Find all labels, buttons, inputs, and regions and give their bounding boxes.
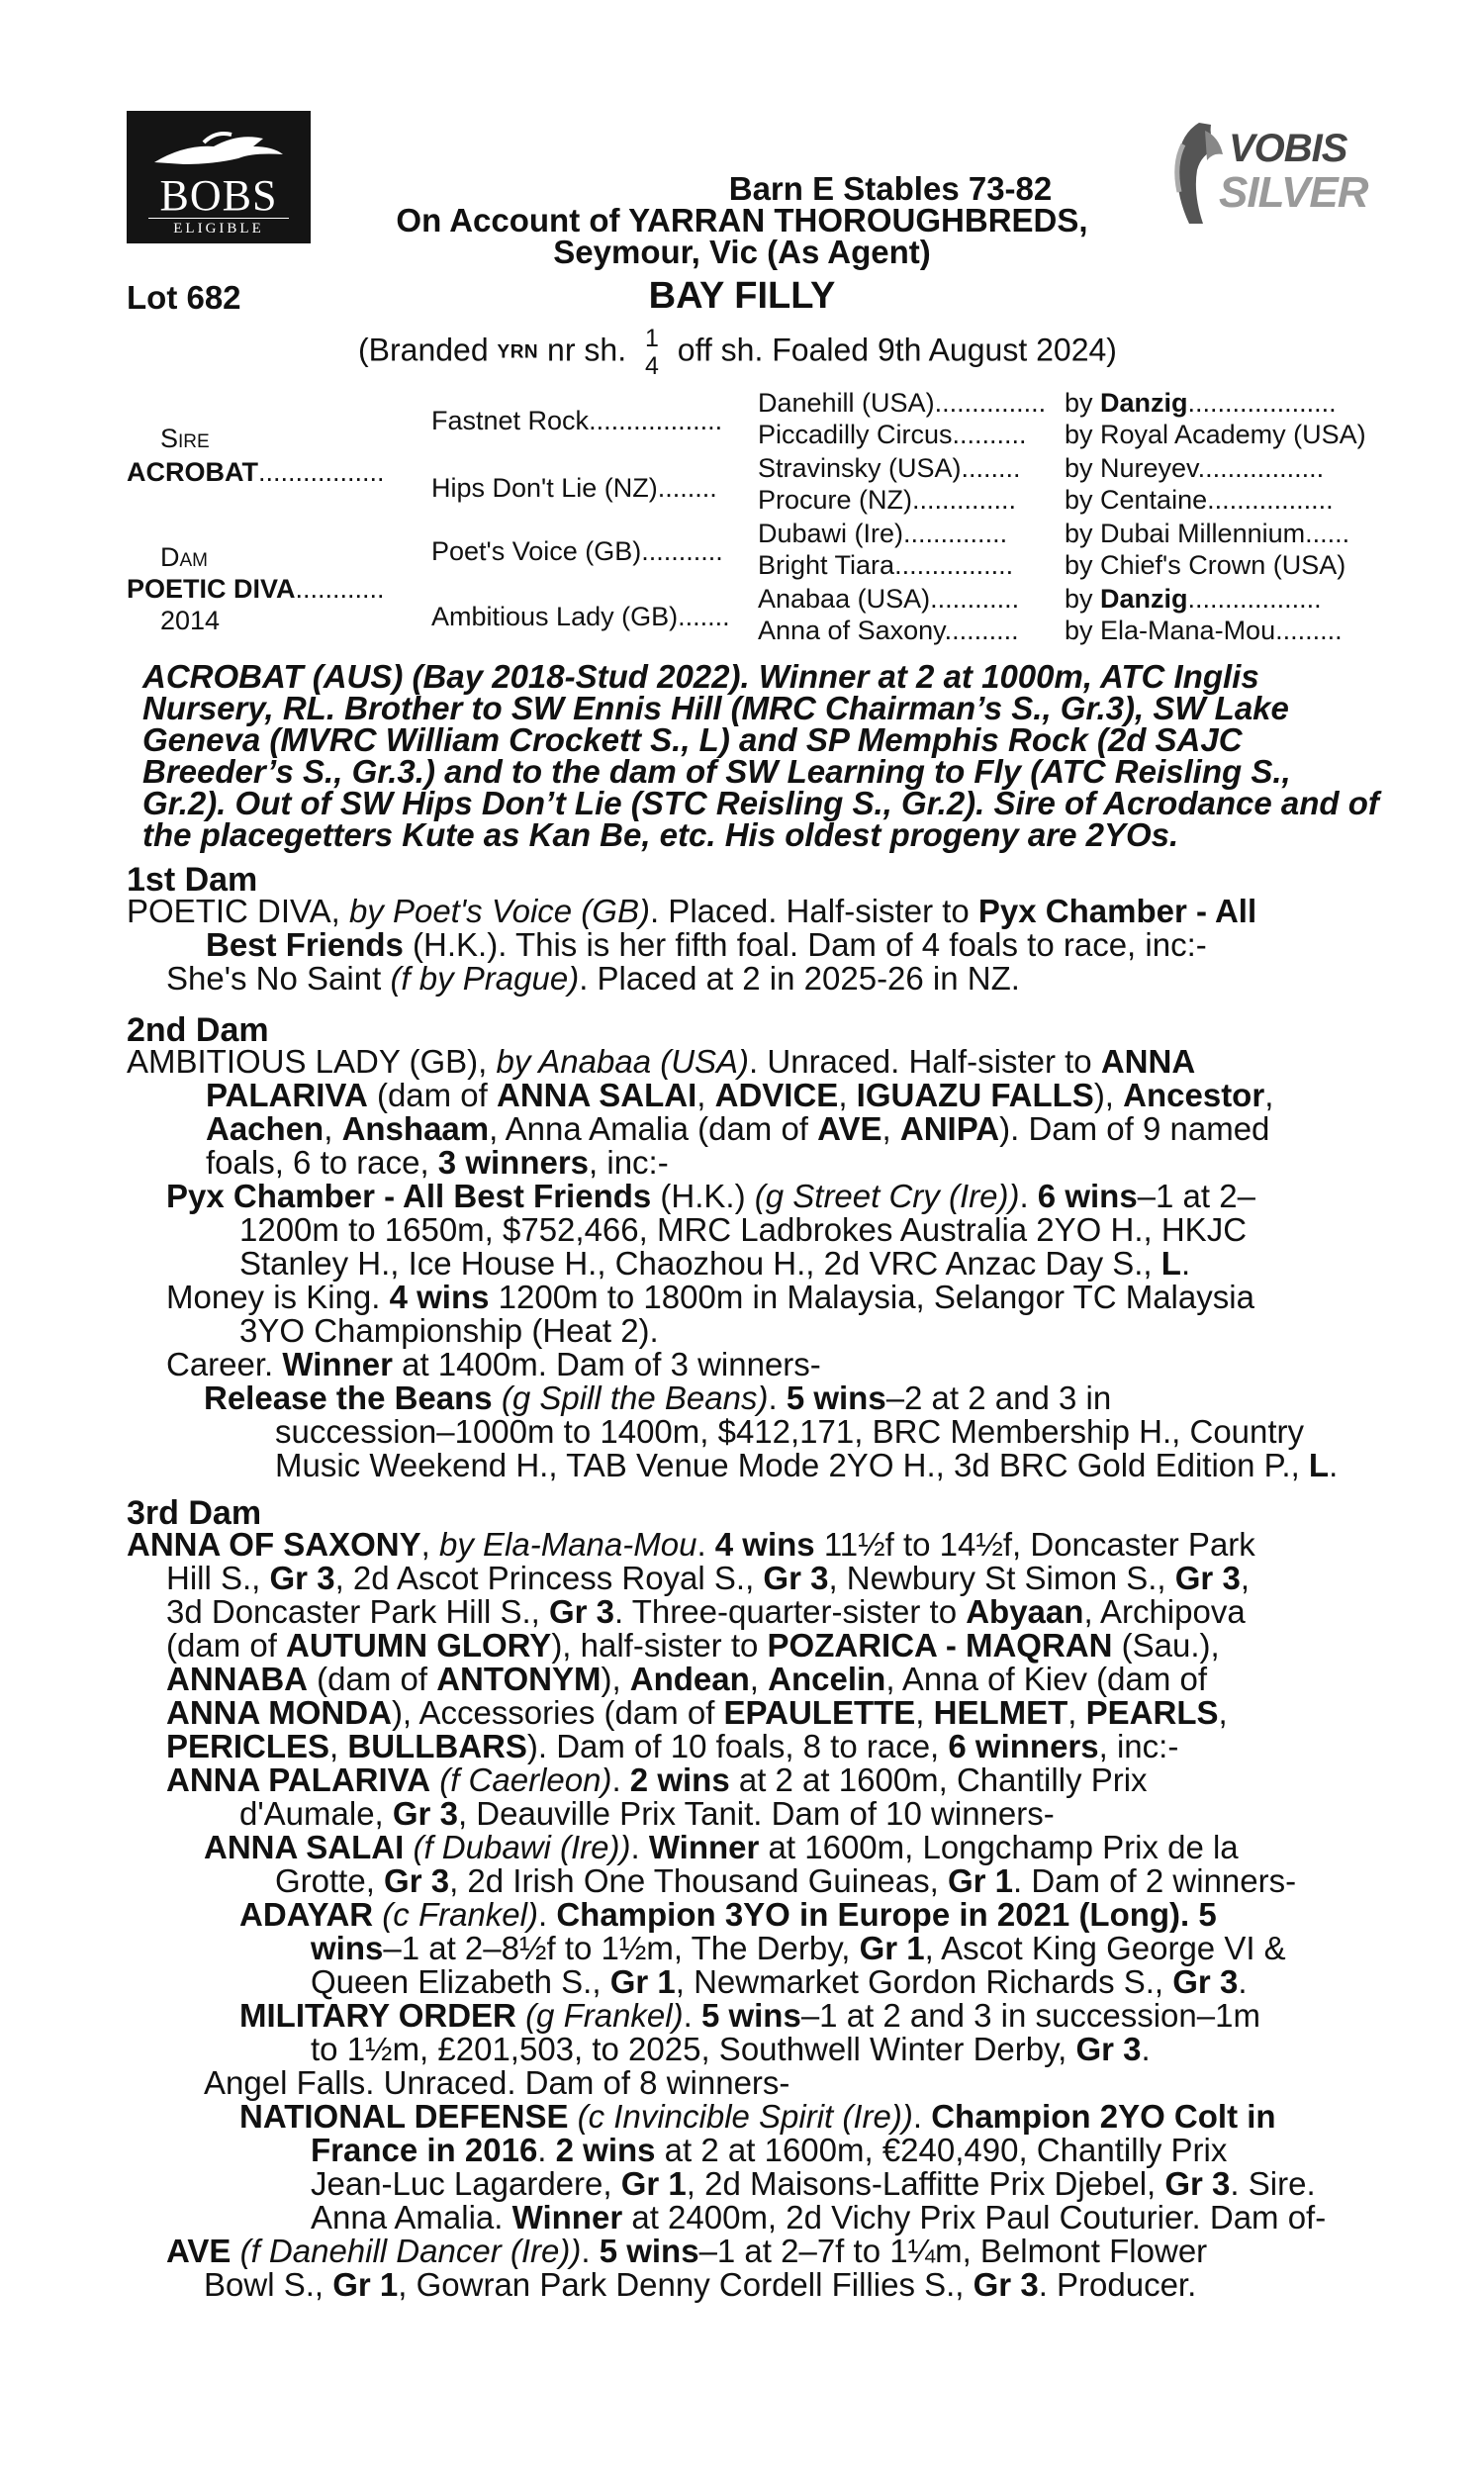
text-run: ). Dam of 9 named <box>999 1110 1270 1147</box>
text-run: –1 at 2–7f to 1¼m, Belmont Flower <box>698 2233 1208 2269</box>
bold-text: ANNA PALARIVA <box>166 1761 431 1798</box>
bold-text: ANNA <box>1100 1043 1196 1080</box>
italic-text: (f Danehill Dancer (Ire)) <box>239 2233 582 2269</box>
text-run: (Sau.), <box>1112 1627 1220 1664</box>
text-run: , <box>696 1077 715 1113</box>
text-run: , inc:- <box>589 1144 669 1181</box>
text-run: . <box>912 2098 932 2135</box>
bobs-eligible-logo <box>127 111 311 243</box>
text-run: at 1600m, Longchamp Prix de la <box>759 1829 1239 1865</box>
text-line <box>127 1831 1363 1864</box>
text-run: . Placed at 2 in 2025-26 in NZ. <box>579 960 1020 997</box>
bold-text: Ancestor <box>1123 1077 1265 1113</box>
dam-foaled-year: 2014 <box>160 606 221 635</box>
fraction-denominator: 4 <box>644 352 659 380</box>
bold-text: AUTUMN GLORY <box>286 1627 552 1664</box>
text-run: , Anna Amalia (dam of <box>489 1110 818 1147</box>
text-run: ). Dam of 10 foals, 8 to race, <box>526 1728 949 1764</box>
text-line <box>127 1696 1363 1730</box>
text-line <box>127 2066 1363 2100</box>
bold-text: POZARICA - MAQRAN <box>767 1627 1113 1664</box>
text-run: POETIC DIVA, <box>127 893 349 929</box>
text-run: , <box>324 1110 342 1147</box>
text-line <box>127 1381 1363 1415</box>
branding-prefix: (Branded <box>358 332 498 368</box>
text-run: 1200m to 1800m in Malaysia, Selangor TC Malaysia <box>489 1279 1254 1315</box>
bold-text: 2 wins <box>555 2132 656 2168</box>
g4-3: by Nureyev................. <box>1065 453 1325 483</box>
text-line <box>127 1247 1363 1281</box>
bold-text: ANNA MONDA <box>166 1694 392 1731</box>
bold-text: AVE <box>166 2233 232 2269</box>
text-run: , <box>329 1728 348 1764</box>
text-run: , <box>1264 1077 1274 1113</box>
italic-text: (g Frankel) <box>525 1997 684 2034</box>
text-run: AMBITIOUS LADY (GB), <box>127 1043 497 1080</box>
text-run: foals, 6 to race, <box>206 1144 438 1181</box>
text-run: , <box>1240 1560 1250 1596</box>
italic-text: by Anabaa (USA) <box>496 1043 750 1080</box>
bold-text: Release the Beans <box>204 1380 493 1416</box>
italic-text: (g Spill the Beans) <box>501 1380 769 1416</box>
g3-4: Procure (NZ).............. <box>758 485 1017 515</box>
sire-sire: Fastnet Rock.................. <box>431 406 723 435</box>
text-run: –2 at 2 and 3 in <box>885 1380 1112 1416</box>
text-line <box>127 2235 1363 2268</box>
text-line <box>127 1528 1363 1562</box>
second-dam-text <box>127 1045 1363 1482</box>
text-run: Queen Elizabeth S., <box>311 1963 610 2000</box>
bold-text: Gr 3 <box>392 1795 458 1832</box>
text-run: , <box>420 1526 439 1563</box>
third-dam-text <box>127 1528 1363 2302</box>
g3-6: Bright Tiara................ <box>758 550 1014 580</box>
bold-text: ANIPA <box>899 1110 1000 1147</box>
vendor-location: Seymour, Vic (As Agent) <box>553 234 931 270</box>
bold-text: Pyx Chamber - All <box>977 893 1257 929</box>
g3-7: Anabaa (USA)............ <box>758 584 1020 614</box>
dam-label: Dam <box>160 542 208 572</box>
dam-name: POETIC DIVA............ <box>127 574 385 604</box>
text-run: , Ascot King George VI & <box>924 1930 1286 1966</box>
description-line: the placegetters Kute as Kan Be, etc. His oldest progeny are 2YOs. <box>142 816 1179 853</box>
dam-dam: Ambitious Lady (GB)....... <box>431 602 730 631</box>
g3-5: Dubawi (Ire).............. <box>758 519 1008 548</box>
sire-name: ACROBAT................. <box>127 457 385 487</box>
bold-text: Gr 1 <box>859 1930 925 1966</box>
vobis-logo-text: VOBIS <box>1229 127 1347 170</box>
text-run: , Anna of Kiev (dam of <box>885 1661 1208 1697</box>
bold-text: Gr 3 <box>548 1593 615 1630</box>
text-run: , Newmarket Gordon Richards S., <box>675 1963 1173 2000</box>
description-line: Breeder’s S., Gr.3.) and to the dam of SW Learning to Fly (ATC Reisling S., <box>142 753 1291 790</box>
text-run: , <box>881 1110 900 1147</box>
g3-3: Stravinsky (USA)........ <box>758 453 1021 483</box>
branding-mid: nr sh. <box>538 332 635 368</box>
text-run: Anna Amalia. <box>311 2199 512 2236</box>
text-run: –1 at 2 and 3 in succession–1m <box>800 1997 1260 2034</box>
bold-text: PALARIVA <box>206 1077 368 1113</box>
bold-text: MILITARY ORDER <box>239 1997 516 2034</box>
text-line <box>127 2134 1363 2167</box>
text-line <box>127 928 1363 962</box>
text-line <box>127 2201 1363 2235</box>
sire-description <box>142 658 1379 853</box>
brand-fraction <box>645 325 659 380</box>
italic-text: (c Invincible Spirit (Ire)) <box>577 2098 913 2135</box>
text-line <box>127 1213 1363 1247</box>
horse-racing-icon <box>144 125 293 174</box>
text-run: Angel Falls. Unraced. Dam of 8 winners- <box>204 2064 790 2101</box>
bold-text: 4 wins <box>389 1279 490 1315</box>
text-run <box>568 2098 577 2135</box>
bold-text: ANNA OF SAXONY <box>127 1526 421 1563</box>
bobs-logo-text: BOBS <box>159 171 278 220</box>
bold-text: ANTONYM <box>436 1661 602 1697</box>
text-line <box>127 1415 1363 1449</box>
bold-text: Pyx Chamber - All Best Friends <box>166 1178 652 1214</box>
text-run <box>493 1380 502 1416</box>
first-dam-text <box>127 895 1363 996</box>
text-run: . Dam of 2 winners- <box>1013 1862 1297 1899</box>
text-run: . <box>1329 1447 1339 1483</box>
text-line <box>127 2268 1363 2302</box>
g3-1: Danehill (USA)............... <box>758 388 1047 418</box>
text-line <box>127 2033 1363 2066</box>
text-line <box>127 1932 1363 1965</box>
text-run: Jean-Luc Lagardere, <box>311 2165 621 2202</box>
text-run: 3d Doncaster Park Hill S., <box>166 1593 549 1630</box>
bold-text: AVE <box>817 1110 882 1147</box>
g4-5: by Dubai Millennium...... <box>1065 519 1350 548</box>
lot-number: Lot 682 <box>127 279 241 316</box>
bold-text: BULLBARS <box>347 1728 527 1764</box>
bold-text: Gr 1 <box>947 1862 1014 1899</box>
bold-text: ADVICE <box>714 1077 839 1113</box>
text-line <box>127 2100 1363 2134</box>
text-run: –1 at 2– <box>1137 1178 1255 1214</box>
bold-text: Aachen <box>206 1110 325 1147</box>
bold-text: PEARLS <box>1085 1694 1219 1731</box>
text-run: , 2d Ascot Princess Royal S., <box>334 1560 764 1596</box>
fraction-numerator: 1 <box>644 325 659 352</box>
text-run: . Placed. Half-sister to <box>649 893 978 929</box>
text-run: 3YO Championship (Heat 2). <box>239 1312 659 1349</box>
text-run: , <box>1218 1694 1228 1731</box>
text-run: ), half-sister to <box>551 1627 768 1664</box>
text-run: succession–1000m to 1400m, $412,171, BRC Membership H., Country <box>275 1413 1305 1450</box>
branding-suffix: off sh. Foaled 9th August 2024) <box>668 332 1117 368</box>
eligible-logo-text: ELIGIBLE <box>148 218 289 238</box>
bold-text: 2 wins <box>629 1761 730 1798</box>
text-line <box>127 1079 1363 1112</box>
bold-text: Gr 3 <box>1174 1560 1241 1596</box>
text-run: . <box>581 2233 600 2269</box>
bold-text: 5 wins <box>700 1997 801 2034</box>
text-run: , <box>1067 1694 1086 1731</box>
text-run: ), <box>601 1661 630 1697</box>
text-run: at 2 at 1600m, €240,490, Chantilly Prix <box>655 2132 1228 2168</box>
text-run: (H.K.) <box>651 1178 755 1214</box>
text-run: , 2d Maisons-Laffitte Prix Djebel, <box>686 2165 1165 2202</box>
branding-line <box>358 325 1117 380</box>
bold-text: 5 wins <box>786 1380 886 1416</box>
text-run: 1200m to 1650m, $752,466, MRC Ladbrokes Australia 2YO H., HKJC <box>239 1211 1248 1248</box>
text-run: Money is King. <box>166 1279 390 1315</box>
text-run: . <box>683 1997 701 2034</box>
text-line <box>127 1281 1363 1314</box>
text-run: . <box>696 1526 715 1563</box>
text-run: . <box>1141 2031 1151 2067</box>
bold-text: Gr 1 <box>332 2266 399 2303</box>
sire-dam: Hips Don't Lie (NZ)........ <box>431 473 717 503</box>
text-run: , Newbury St Simon S., <box>828 1560 1175 1596</box>
text-run: . Three-quarter-sister to <box>614 1593 967 1630</box>
text-run: –1 at 2–8½f to 1½m, The Derby, <box>383 1930 860 1966</box>
text-run: at 2 at 1600m, Chantilly Prix <box>729 1761 1148 1798</box>
text-line <box>127 1146 1363 1180</box>
bold-text: 4 wins <box>714 1526 815 1563</box>
italic-text: (f Dubawi (Ire)) <box>413 1829 631 1865</box>
text-run: (dam of <box>308 1661 437 1697</box>
text-run: at 2400m, 2d Vichy Prix Paul Couturier. Dam of- <box>622 2199 1327 2236</box>
bold-text: ANNA SALAI <box>204 1829 405 1865</box>
g3-8: Anna of Saxony.......... <box>758 616 1019 645</box>
bold-text: Champion 2YO Colt in <box>931 2098 1276 2135</box>
text-line <box>127 1629 1363 1663</box>
text-line <box>127 1797 1363 1831</box>
italic-text: (g Street Cry (Ire)) <box>754 1178 1020 1214</box>
barn-location: Barn E Stables 73-82 <box>728 170 1053 207</box>
text-run: (dam of <box>166 1627 287 1664</box>
text-line <box>127 1864 1363 1898</box>
bold-text: Winner <box>648 1829 760 1865</box>
description-line: Geneva (MVRC William Crockett S., L) and SP Memphis Rock (2d SAJC <box>142 721 1243 758</box>
second-dam-heading: 2nd Dam <box>127 1011 269 1049</box>
bold-text: EPAULETTE <box>723 1694 916 1731</box>
g3-2: Piccadilly Circus.......... <box>758 420 1027 449</box>
text-run <box>516 1997 525 2034</box>
text-line <box>127 1595 1363 1629</box>
bold-text: 6 winners <box>948 1728 1099 1764</box>
bold-text: Champion 3YO in Europe in 2021 (Long). 5 <box>556 1896 1217 1933</box>
sire-label: Sire <box>160 424 210 453</box>
bold-text: NATIONAL DEFENSE <box>239 2098 569 2135</box>
bold-text: 3 winners <box>437 1144 590 1181</box>
bold-text: Gr 1 <box>620 2165 687 2202</box>
bold-text: Gr 3 <box>1075 2031 1142 2067</box>
text-line <box>127 1763 1363 1797</box>
bold-text: ANNABA <box>166 1661 308 1697</box>
lot-description: BAY FILLY <box>648 275 836 317</box>
text-run <box>231 2233 239 2269</box>
text-run: d'Aumale, <box>239 1795 393 1832</box>
text-run: . <box>768 1380 787 1416</box>
text-run: ), <box>1093 1077 1124 1113</box>
text-run: , <box>915 1694 934 1731</box>
bold-text: Winner <box>511 2199 623 2236</box>
text-line <box>127 1314 1363 1348</box>
text-line <box>127 1045 1363 1079</box>
text-run: at 1400m. Dam of 3 winners- <box>392 1346 821 1382</box>
text-run: ), Accessories (dam of <box>391 1694 724 1731</box>
vendor-account: On Account of YARRAN THOROUGHBREDS, <box>396 202 1088 238</box>
text-run: Bowl S., <box>204 2266 333 2303</box>
text-line <box>127 962 1363 996</box>
italic-text: by Ela-Mana-Mou <box>438 1526 697 1563</box>
text-line <box>127 1999 1363 2033</box>
bold-text: Best Friends <box>206 926 404 963</box>
text-run: . <box>1019 1178 1038 1214</box>
g4-7: by Danzig.................. <box>1065 584 1322 614</box>
bold-text: L <box>1308 1447 1330 1483</box>
bold-text: 6 wins <box>1037 1178 1138 1214</box>
text-run: (H.K.). This is her fifth foal. Dam of 4 foals to race, inc:- <box>403 926 1207 963</box>
description-line: Nursery, RL. Brother to SW Ennis Hill (MRC Chairman’s S., Gr.3), SW Lake <box>142 690 1289 726</box>
g4-2: by Royal Academy (USA) <box>1065 420 1366 449</box>
silver-logo-text: SILVER <box>1219 168 1368 217</box>
bold-text: Winner <box>282 1346 393 1382</box>
bold-text: wins <box>311 1930 384 1966</box>
bold-text: Gr 3 <box>763 1560 829 1596</box>
text-run: . <box>537 2132 556 2168</box>
text-run: , Archipova <box>1083 1593 1246 1630</box>
text-run: . <box>537 1896 557 1933</box>
bold-text: Gr 3 <box>269 1560 335 1596</box>
text-line <box>127 1730 1363 1763</box>
g4-8: by Ela-Mana-Mou......... <box>1065 616 1343 645</box>
text-run: , Deauville Prix Tanit. Dam of 10 winners- <box>457 1795 1055 1832</box>
text-run <box>430 1761 439 1798</box>
bold-text: Andean <box>629 1661 750 1697</box>
text-run: . Unraced. Half-sister to <box>749 1043 1101 1080</box>
third-dam-heading: 3rd Dam <box>127 1494 262 1532</box>
first-dam-heading: 1st Dam <box>127 861 258 899</box>
bold-text: Abyaan <box>966 1593 1084 1630</box>
text-run: , inc:- <box>1098 1728 1179 1764</box>
text-line <box>127 895 1363 928</box>
bold-text: IGUAZU FALLS <box>856 1077 1094 1113</box>
bold-text: ADAYAR <box>239 1896 374 1933</box>
text-run: (dam of <box>367 1077 497 1113</box>
bold-text: Gr 3 <box>973 2266 1039 2303</box>
text-line <box>127 1180 1363 1213</box>
text-line <box>127 1663 1363 1696</box>
bold-text: 5 wins <box>599 2233 699 2269</box>
text-line <box>127 1112 1363 1146</box>
text-line <box>127 1562 1363 1595</box>
italic-text: (c Frankel) <box>382 1896 538 1933</box>
text-run: She's No Saint <box>166 960 391 997</box>
text-run: Hill S., <box>166 1560 270 1596</box>
text-run: , <box>838 1077 857 1113</box>
text-run: . <box>1180 1245 1191 1282</box>
text-line <box>127 1348 1363 1381</box>
bold-text: Gr 1 <box>609 1963 676 2000</box>
text-run: Grotte, <box>275 1862 385 1899</box>
text-run: . <box>611 1761 630 1798</box>
italic-text: (f by Prague) <box>390 960 580 997</box>
g4-1: by Danzig.................... <box>1065 388 1337 418</box>
bold-text: L <box>1160 1245 1181 1282</box>
text-run: , Gowran Park Denny Cordell Fillies S., <box>398 2266 974 2303</box>
description-line: Gr.2). Out of SW Hips Don’t Lie (STC Reisling S., Gr.2). Sire of Acrodance and of <box>142 785 1379 821</box>
text-run: 11½f to 14½f, Doncaster Park <box>814 1526 1255 1563</box>
text-run: to 1½m, £201,503, to 2025, Southwell Winter Derby, <box>311 2031 1076 2067</box>
text-run: . <box>1238 1963 1248 2000</box>
bold-text: France in 2016 <box>311 2132 538 2168</box>
text-line <box>127 1965 1363 1999</box>
text-run: Career. <box>166 1346 283 1382</box>
italic-text: by Poet's Voice (GB) <box>348 893 650 929</box>
bold-text: Gr 3 <box>1172 1963 1239 2000</box>
text-run: Music Weekend H., TAB Venue Mode 2YO H., 3d BRC Gold Edition P., <box>275 1447 1309 1483</box>
text-line <box>127 1449 1363 1482</box>
brand-mark: YRN <box>497 341 539 363</box>
bold-text: PERICLES <box>166 1728 330 1764</box>
text-line <box>127 2167 1363 2201</box>
text-line <box>127 1898 1363 1932</box>
text-run: . Producer. <box>1038 2266 1197 2303</box>
text-run: , 2d Irish One Thousand Guineas, <box>449 1862 948 1899</box>
text-run: . <box>630 1829 649 1865</box>
bold-text: Gr 3 <box>384 1862 450 1899</box>
bold-text: HELMET <box>933 1694 1068 1731</box>
bold-text: Ancelin <box>768 1661 886 1697</box>
g4-4: by Centaine................. <box>1065 485 1334 515</box>
text-run: . Sire. <box>1230 2165 1316 2202</box>
g4-6: by Chief's Crown (USA) <box>1065 550 1346 580</box>
text-run: Stanley H., Ice House H., Chaozhou H., 2d VRC Anzac Day S., <box>239 1245 1161 1282</box>
description-line: ACROBAT (AUS) (Bay 2018-Stud 2022). Winner at 2 at 1000m, ATC Inglis <box>142 658 1259 695</box>
italic-text: (f Caerleon) <box>439 1761 612 1798</box>
bold-text: Anshaam <box>341 1110 490 1147</box>
dam-sire: Poet's Voice (GB)........... <box>431 536 723 566</box>
bold-text: Gr 3 <box>1164 2165 1231 2202</box>
text-run <box>373 1896 382 1933</box>
bold-text: ANNA SALAI <box>497 1077 697 1113</box>
text-run: , <box>749 1661 769 1697</box>
